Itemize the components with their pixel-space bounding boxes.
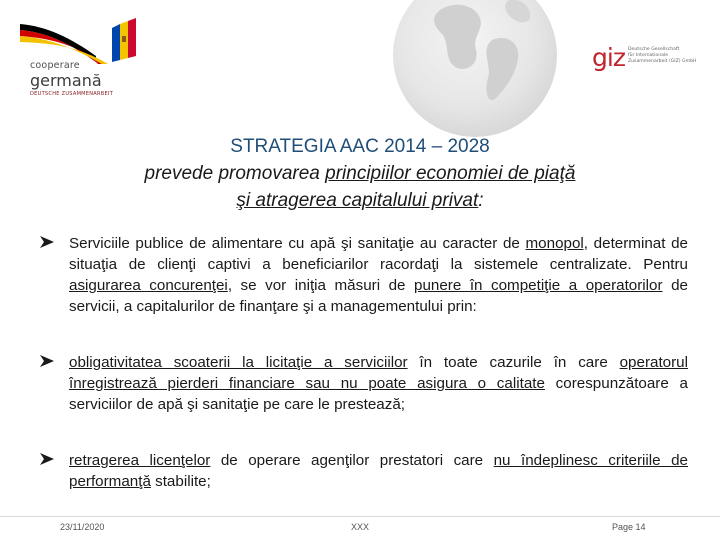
bullet-item-2	[40, 352, 688, 415]
giz-wordmark: giz	[592, 43, 625, 72]
giz-name-line-1: Deutsche Gesellschaft	[628, 47, 680, 52]
bullet-3-underlined-b: nu îndeplinesc criteriile de performanţă	[69, 452, 688, 490]
slide-title: STRATEGIA AAC 2014 – 2028	[230, 136, 490, 157]
subtitle-underlined-text: principiilor economiei de piaţă	[325, 163, 576, 184]
footer-divider	[0, 516, 720, 517]
bullet-1-underlined-c: punere în competiţie a operatorilor	[414, 277, 663, 294]
footer-center-text: XXX	[350, 522, 369, 532]
arrow-bullet-icon	[40, 453, 54, 465]
footer-date: 23/11/2020	[60, 522, 105, 532]
arrow-bullet-icon	[40, 355, 54, 367]
flags-ribbon-icon	[16, 16, 146, 64]
bullet-1-underlined-a: monopol,	[525, 235, 589, 252]
logo-text-zusammenarbeit: DEUTSCHE ZUSAMMENARBEIT	[30, 91, 114, 97]
bullet-2-underlined-a: obligativitatea scoaterii la licitaţie a serviciilor	[69, 354, 408, 371]
slide-subtitle-line-2	[0, 188, 720, 214]
bullet-1-text-a: Serviciile publice de alimentare cu apă şi sanitaţie au caracter de	[69, 235, 526, 252]
logo-text-cooperare: cooperare	[30, 60, 80, 71]
slide-header	[0, 0, 720, 112]
cooperare-germana-logo	[16, 16, 146, 96]
bullet-3-underlined-a: retragerea licenţelor	[69, 452, 211, 469]
giz-name-line-2: für Internationale	[628, 53, 669, 58]
bullet-3-text-b: stabilite;	[150, 473, 211, 490]
subtitle-underlined-text-2: şi atragerea capitalului privat	[236, 190, 479, 211]
bullet-1-text-b: determinat de situaţia de clienţi captivi a beneficiarilor racordaţi la sistemele centralizate. Pentru	[69, 235, 688, 273]
bullet-text	[69, 352, 688, 415]
bullet-2-text-b: corespunzătoare a serviciilor de apă şi sanitaţie pe care le prestează;	[69, 375, 688, 413]
bullet-text	[69, 450, 688, 492]
giz-full-name	[628, 47, 712, 65]
bullet-1-underlined-b: asigurarea concurenţei	[69, 277, 228, 294]
slide-subtitle-line-1	[0, 161, 720, 187]
giz-name-line-3: Zusammenarbeit (GIZ) GmbH	[628, 59, 697, 64]
bullet-1-text-d: de servicii, a capitalurilor de finanţare şi a managementului prin:	[69, 277, 688, 315]
bullet-text	[69, 233, 688, 317]
subtitle-plain-text: prevede promovarea	[144, 163, 326, 184]
bullet-item-1	[40, 233, 688, 317]
globe-watermark-icon	[380, 0, 570, 140]
bullet-2-underlined-b: operatorul înregistrează pierderi financiare sau nu poate asigura o calitate	[69, 354, 688, 392]
footer-page-number: Page 14	[612, 522, 646, 532]
giz-logo	[592, 44, 712, 74]
bullet-2-text-a: în toate cazurile în care	[407, 354, 620, 371]
logo-text-germana: germană	[30, 71, 102, 90]
bullet-3-text-a: de operare agenţilor prestatori care	[210, 452, 494, 469]
bullet-1-text-c: , se vor iniţia măsuri de	[227, 277, 415, 294]
subtitle-colon: :	[478, 190, 484, 211]
arrow-bullet-icon	[40, 236, 54, 248]
bullet-item-3	[40, 450, 688, 492]
